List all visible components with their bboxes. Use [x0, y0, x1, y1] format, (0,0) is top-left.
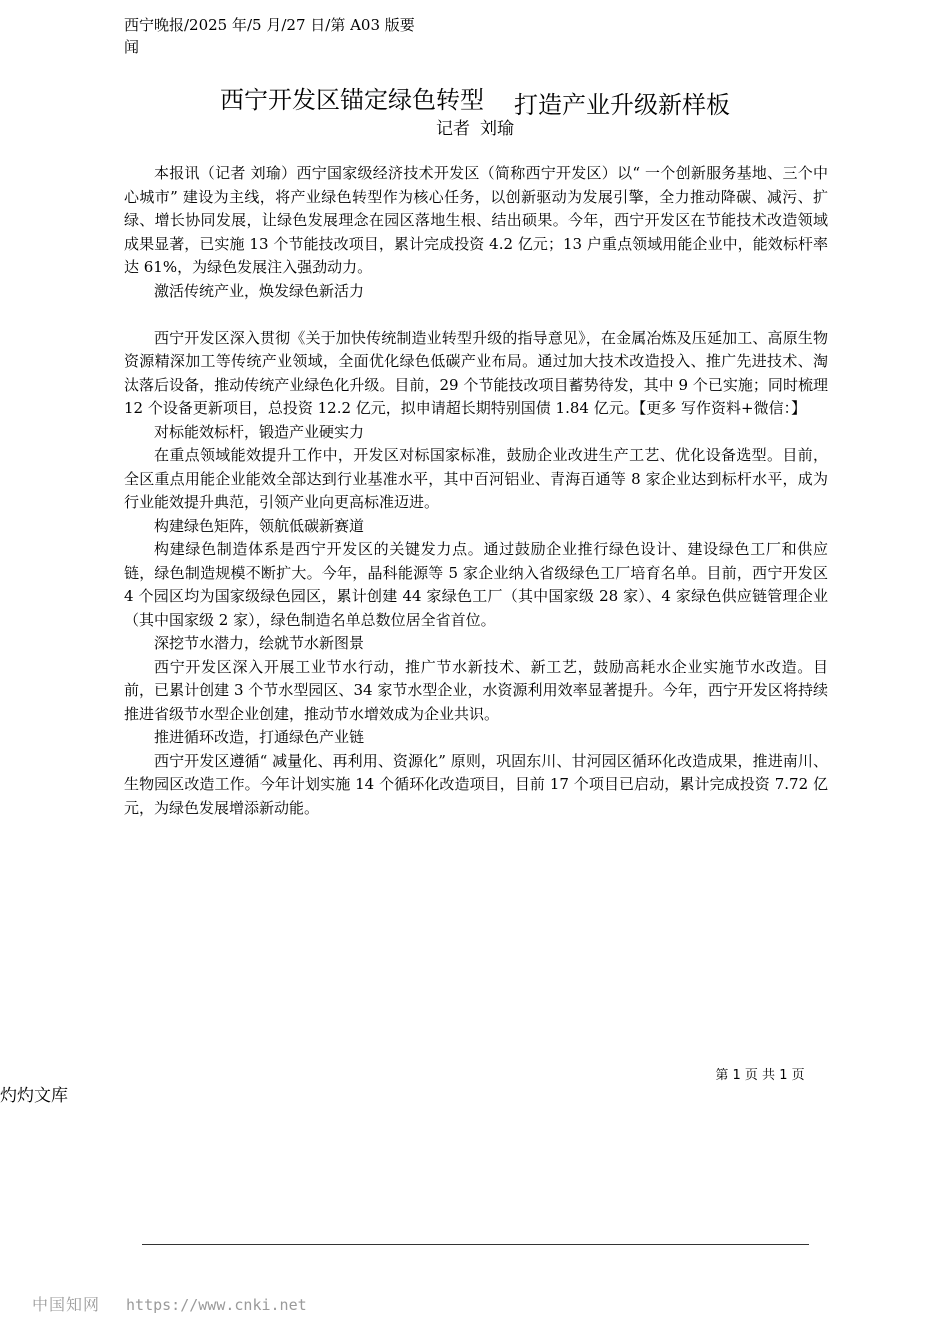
body-paragraph: 构建绿色制造体系是西宁开发区的关键发力点。通过鼓励企业推行绿色设计、建设绿色工厂和供应链，绿色制造规模不断扩大。今年，晶科能源等 5 家企业纳入省级绿色工厂培育名单。目前，西宁开发区 4 个园区均为国家级绿色园区，累计创建 44 家绿色工厂（其中国家级 28 家）、4 家绿色供应链管理企业（其中国家级 2 家），绿色制造名单总数位居全省首位。: [124, 540, 828, 629]
cnki-name: 中国知网: [32, 1295, 101, 1314]
body-paragraph: 西宁开发区遵循“ 减量化、再利用、资源化” 原则，巩固东川、甘河园区循环化改造成果，推进南川、生物园区改造工作。今年计划实施 14 个循环化改造项目，目前 17 个项目已启动，累计完成投资 7.72 亿元，为绿色发展增添新动能。: [124, 751, 828, 817]
cnki-url-link[interactable]: https://www.cnki.net: [126, 1296, 307, 1314]
section-subheading: 对标能效标杆，锻造产业硬实力: [154, 422, 365, 441]
section-subheading: 构建绿色矩阵，领航低碳新赛道: [154, 516, 365, 535]
byline-author: 刘瑜: [480, 119, 514, 139]
byline: [0, 116, 950, 142]
article-title-main: 西宁开发区锚定绿色转型: [220, 86, 484, 114]
paragraph-spacer: [124, 303, 828, 327]
body-paragraph: 本报讯（记者 刘瑜）西宁国家级经济技术开发区（简称西宁开发区）以“ 一个创新服务基地、三个中心城市” 建设为主线，将产业绿色转型作为核心任务，以创新驱动为发展引擎，全力推动降碳、减污、扩绿、增长协同发展，让绿色发展理念在园区落地生根、结出硕果。今年，西宁开发区在节能技术改造领域成果显著，已实施 13 个节能技改项目，累计完成投资 4.2 亿元；13 户重点领域用能企业中，能效标杆率达 61%，为绿色发展注入强劲动力。: [124, 164, 828, 276]
body-paragraph: 西宁开发区深入贯彻《关于加快传统制造业转型升级的指导意见》，在金属冶炼及压延加工、高原生物资源精深加工等传统产业领域，全面优化绿色低碳产业布局。通过加大技术改造投入、推广先进技术、淘汰落后设备，推动传统产业绿色化升级。目前，29 个节能技改项目蓄势待发，其中 9 个已实施；同时梳理 12 个设备更新项目，总投资 12.2 亿元，拟申请超长期特别国债 1.84 亿元。【更多 写作资料+微信：】: [124, 328, 828, 417]
footer-divider: [142, 1244, 809, 1245]
section-subheading: 深挖节水潜力，绘就节水新图景: [154, 634, 365, 652]
cnki-footer: [32, 1293, 307, 1317]
section-subheading: 推进循环改造，打通绿色产业链: [154, 728, 365, 746]
source-line: 西宁晚报/2025 年/5 月/27 日/第 A03 版要闻: [124, 16, 415, 56]
watermark-label: 灼灼文库: [0, 1086, 68, 1106]
article-title-sub: 打造产业升级新样板: [514, 91, 730, 119]
byline-label: 记者: [436, 119, 470, 139]
body-paragraph: 西宁开发区深入开展工业节水行动，推广节水新技术、新工艺，鼓励高耗水企业实施节水改造。目前，已累计创建 3 个节水型园区、34 家节水型企业，水资源利用效率显著提升。今年，西宁开发区将持续推进省级节水型企业创建，推动节水增效成为企业共识。: [124, 657, 828, 723]
page-number: 第 1 页 共 1 页: [715, 1068, 805, 1083]
article-title: [0, 82, 950, 118]
body-paragraph: 在重点领域能效提升工作中，开发区对标国家标准，鼓励企业改进生产工艺、优化设备选型。目前，全区重点用能企业能效全部达到行业基准水平，其中百河铝业、青海百通等 8 家企业达到标杆水平，成为行业能效提升典范，引领产业向更高标准迈进。: [124, 446, 828, 511]
article-body: [124, 162, 828, 820]
section-subheading: 激活传统产业，焕发绿色新活力: [154, 281, 365, 300]
